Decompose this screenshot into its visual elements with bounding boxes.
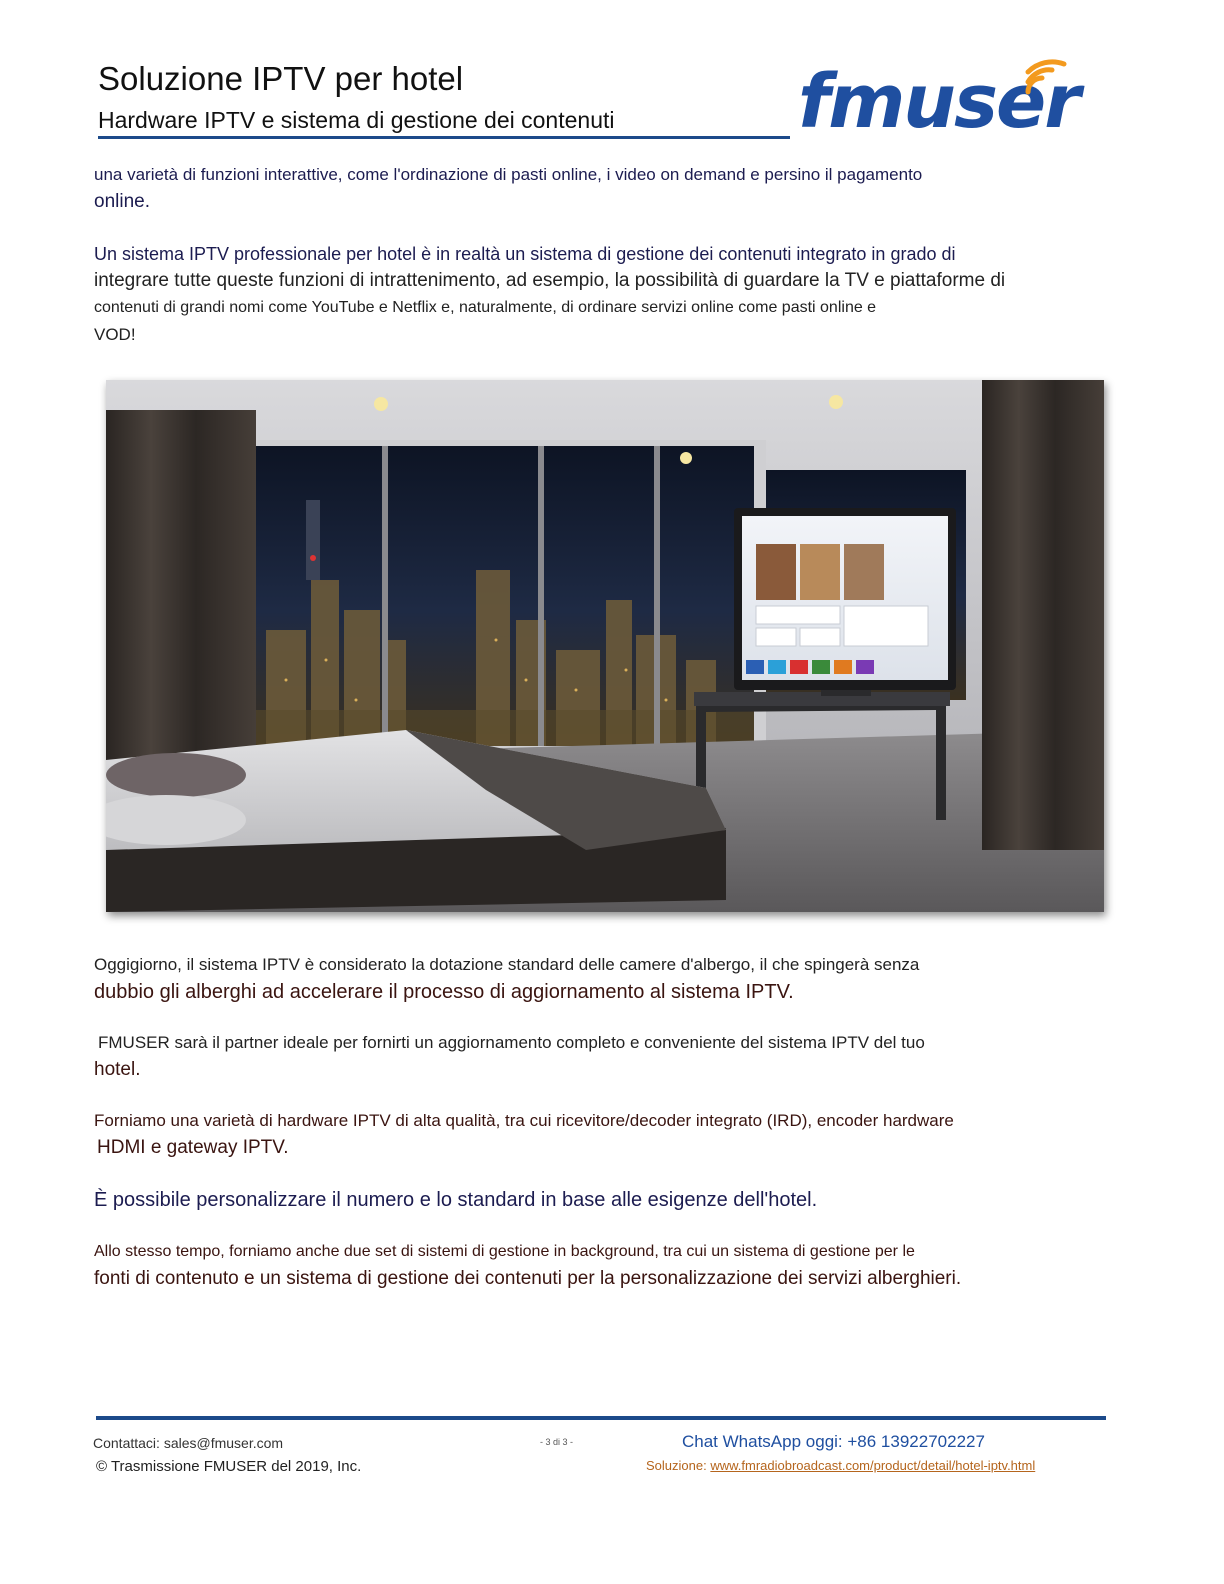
partner-paragraph xyxy=(94,1032,1108,1083)
header-divider xyxy=(98,136,790,139)
paragraph-line: Un sistema IPTV professionale per hotel è in realtà un sistema di gestione dei contenuti integrato in grado di xyxy=(94,244,956,264)
signal-waves-icon xyxy=(1020,58,1080,102)
copyright-notice: © Trasmissione FMUSER del 2019, Inc. xyxy=(96,1458,362,1475)
footer-divider xyxy=(96,1416,1106,1420)
paragraph-line: online. xyxy=(94,190,150,212)
paragraph-line: fonti di contenuto e un sistema di gestione dei contenuti per la personalizzazione dei servizi alberghieri. xyxy=(94,1267,962,1289)
paragraph-line: VOD! xyxy=(94,324,136,344)
paragraph-line: FMUSER sarà il partner ideale per fornirti un aggiornamento completo e conveniente del sistema IPTV del tuo xyxy=(98,1033,925,1052)
management-systems-paragraph xyxy=(94,1241,1104,1291)
customization-paragraph xyxy=(94,1187,1104,1214)
paragraph-line: HDMI e gateway IPTV. xyxy=(97,1136,289,1158)
solution-label: Soluzione: xyxy=(646,1458,707,1473)
hotel-room-illustration xyxy=(106,380,1104,912)
hardware-paragraph xyxy=(94,1110,1104,1161)
logo-wordmark: fmuser xyxy=(798,59,1079,145)
fmuser-logo xyxy=(798,56,1078,148)
paragraph-line: Forniamo una varietà di hardware IPTV di alta qualità, tra cui ricevitore/decoder integrato (IRD), encoder hardware xyxy=(94,1111,954,1130)
hotel-room-image xyxy=(106,380,1104,912)
iptv-system-paragraph xyxy=(94,242,1104,346)
paragraph-line: Oggigiorno, il sistema IPTV è considerato la dotazione standard delle camere d'albergo, il che spingerà senza xyxy=(94,955,920,974)
paragraph-line: dubbio gli alberghi ad accelerare il processo di aggiornamento al sistema IPTV. xyxy=(94,980,794,1003)
page-number: - 3 di 3 - xyxy=(540,1437,574,1447)
intro-paragraph xyxy=(94,164,1104,215)
paragraph-line: contenuti di grandi nomi come YouTube e Netflix e, naturalmente, di ordinare servizi online come pasti online e xyxy=(94,298,877,316)
page-subtitle: Hardware IPTV e sistema di gestione dei contenuti xyxy=(98,107,615,133)
standard-equipment-paragraph xyxy=(94,954,1104,1006)
page-title: Soluzione IPTV per hotel xyxy=(98,60,464,97)
whatsapp-link[interactable]: Chat WhatsApp oggi: +86 13922702227 xyxy=(682,1432,985,1451)
solution-url-link[interactable]: www.fmradiobroadcast.com/product/detail/hotel-iptv.html xyxy=(710,1458,1036,1473)
contact-email[interactable]: Contattaci: sales@fmuser.com xyxy=(93,1435,284,1451)
paragraph-line: integrare tutte queste funzioni di intrattenimento, ad esempio, la possibilità di guardare la TV e piattaforme di xyxy=(94,270,1006,292)
solution-link-row xyxy=(646,1458,1035,1473)
paragraph-line: hotel. xyxy=(94,1058,141,1080)
paragraph-line: una varietà di funzioni interattive, come l'ordinazione di pasti online, i video on demand e persino il pagamento xyxy=(94,165,923,184)
paragraph-line: Allo stesso tempo, forniamo anche due set di sistemi di gestione in background, tra cui un sistema di gestione per le xyxy=(94,1243,915,1260)
paragraph-line: È possibile personalizzare il numero e lo standard in base alle esigenze dell'hotel. xyxy=(94,1189,818,1211)
